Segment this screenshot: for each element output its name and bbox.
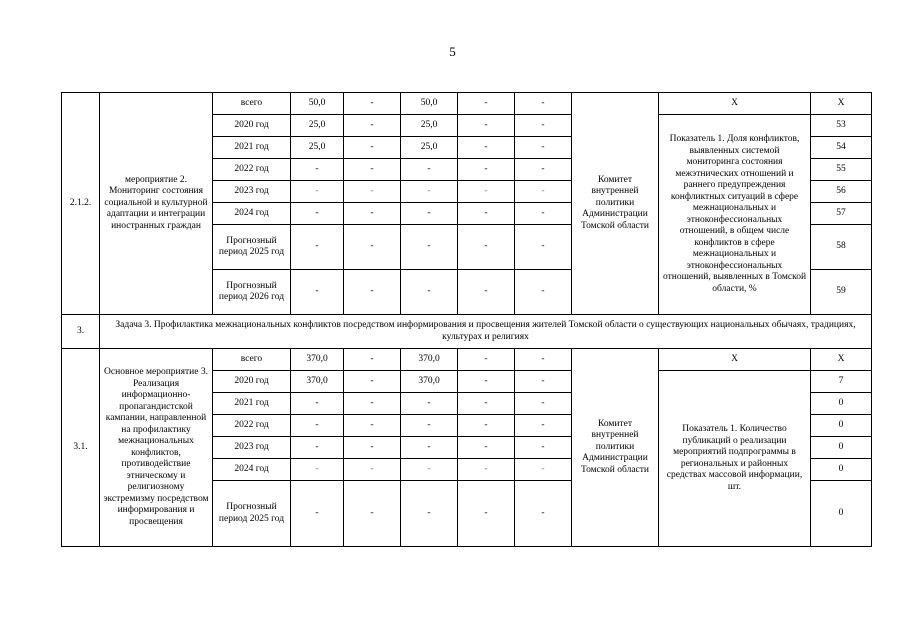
period-cell: 2023 год (213, 181, 291, 203)
period-cell: 2021 год (213, 393, 291, 415)
federal-cell: - (344, 481, 401, 547)
regional-cell: - (401, 270, 458, 315)
responsible-org: Комитет внутренней политики Администрации Томской области (572, 349, 659, 547)
row-number: 3.1. (62, 349, 100, 547)
federal-cell: - (344, 349, 401, 371)
period-cell: Прогнозный период 2025 год (213, 481, 291, 547)
other-cell: - (515, 393, 572, 415)
indicator-header-cell: X (659, 93, 811, 115)
period-cell: всего (213, 349, 291, 371)
federal-cell: - (344, 203, 401, 225)
period-cell: всего (213, 93, 291, 115)
other-cell: - (515, 371, 572, 393)
indicator-value-cell: 0 (811, 437, 872, 459)
indicator-value-cell: 59 (811, 270, 872, 315)
regional-cell: - (401, 437, 458, 459)
total-cell: 50,0 (291, 93, 344, 115)
federal-cell: - (344, 437, 401, 459)
period-cell: 2022 год (213, 415, 291, 437)
local-cell: - (458, 115, 515, 137)
local-cell: - (458, 371, 515, 393)
total-cell: - (291, 159, 344, 181)
local-cell: - (458, 137, 515, 159)
federal-cell: - (344, 93, 401, 115)
local-cell: - (458, 203, 515, 225)
other-cell: - (515, 415, 572, 437)
period-cell: 2024 год (213, 459, 291, 481)
row-number: 2.1.2. (62, 93, 100, 315)
total-cell: - (291, 181, 344, 203)
total-cell: - (291, 225, 344, 270)
table-row (62, 349, 872, 371)
federal-cell: - (344, 225, 401, 270)
other-cell: - (515, 181, 572, 203)
regional-cell: - (401, 459, 458, 481)
indicator-value-cell: 53 (811, 115, 872, 137)
page-number: 5 (449, 44, 456, 59)
federal-cell: - (344, 270, 401, 315)
indicator-value-cell: X (811, 349, 872, 371)
federal-cell: - (344, 181, 401, 203)
regional-cell: 25,0 (401, 137, 458, 159)
period-cell: 2024 год (213, 203, 291, 225)
period-cell: 2021 год (213, 137, 291, 159)
federal-cell: - (344, 393, 401, 415)
local-cell: - (458, 181, 515, 203)
other-cell: - (515, 225, 572, 270)
other-cell: - (515, 459, 572, 481)
period-cell: 2020 год (213, 115, 291, 137)
federal-cell: - (344, 137, 401, 159)
regional-cell: - (401, 225, 458, 270)
local-cell: - (458, 93, 515, 115)
total-cell: - (291, 270, 344, 315)
other-cell: - (515, 270, 572, 315)
indicator-value-cell: 56 (811, 181, 872, 203)
regional-cell: 25,0 (401, 115, 458, 137)
total-cell: 25,0 (291, 115, 344, 137)
row-number: 3. (62, 315, 100, 349)
indicator-value-cell: 0 (811, 415, 872, 437)
period-cell: 2022 год (213, 159, 291, 181)
period-cell: 2023 год (213, 437, 291, 459)
total-cell: 25,0 (291, 137, 344, 159)
regional-cell: - (401, 481, 458, 547)
regional-cell: - (401, 393, 458, 415)
program-table (61, 92, 872, 547)
activity-name: мероприятие 2. Мониторинг состояния социальной и культурной адаптации и интеграции иностранных граждан (100, 93, 213, 315)
regional-cell: - (401, 181, 458, 203)
regional-cell: 370,0 (401, 371, 458, 393)
other-cell: - (515, 159, 572, 181)
regional-cell: - (401, 159, 458, 181)
federal-cell: - (344, 415, 401, 437)
federal-cell: - (344, 459, 401, 481)
indicator-description: Показатель 1. Доля конфликтов, выявленных системой мониторинга состояния межэтнических отношений и раннего предупреждения конфликтных ситуаций в сфере межнациональных и этноконфессиональных отношений, в общем числе конфликтов в сфере межнациональных и этноконфессиональных отношений, выявленных в Томской области, % (659, 115, 811, 315)
indicator-value-cell: 0 (811, 393, 872, 415)
activity-name: Основное мероприятие 3. Реализация информационно-пропагандистской кампании, направленной на профилактику межнациональных конфликтов, противодействие этническому и религиозному экстремизму посредством информирования и просвещения (100, 349, 213, 547)
local-cell: - (458, 270, 515, 315)
table-row (62, 93, 872, 115)
other-cell: - (515, 203, 572, 225)
total-cell: - (291, 459, 344, 481)
total-cell: - (291, 203, 344, 225)
local-cell: - (458, 349, 515, 371)
local-cell: - (458, 459, 515, 481)
indicator-value-cell: X (811, 93, 872, 115)
other-cell: - (515, 115, 572, 137)
indicator-value-cell: 54 (811, 137, 872, 159)
indicator-value-cell: 57 (811, 203, 872, 225)
other-cell: - (515, 349, 572, 371)
local-cell: - (458, 159, 515, 181)
indicator-value-cell: 58 (811, 225, 872, 270)
indicator-value-cell: 55 (811, 159, 872, 181)
indicator-header-cell: X (659, 349, 811, 371)
regional-cell: 370,0 (401, 349, 458, 371)
local-cell: - (458, 415, 515, 437)
other-cell: - (515, 437, 572, 459)
period-cell: Прогнозный период 2026 год (213, 270, 291, 315)
indicator-value-cell: 7 (811, 371, 872, 393)
indicator-value-cell: 0 (811, 481, 872, 547)
task-text: Задача 3. Профилактика межнациональных конфликтов посредством информирования и просвещения жителей Томской области о существующих национальных обычаях, традициях, культурах и религиях (100, 315, 872, 349)
regional-cell: - (401, 203, 458, 225)
local-cell: - (458, 225, 515, 270)
total-cell: - (291, 481, 344, 547)
other-cell: - (515, 93, 572, 115)
local-cell: - (458, 437, 515, 459)
total-cell: 370,0 (291, 349, 344, 371)
total-cell: 370,0 (291, 371, 344, 393)
period-cell: Прогнозный период 2025 год (213, 225, 291, 270)
federal-cell: - (344, 159, 401, 181)
task-row (62, 315, 872, 349)
other-cell: - (515, 481, 572, 547)
local-cell: - (458, 481, 515, 547)
responsible-org: Комитет внутренней политики Администрации Томской области (572, 93, 659, 315)
indicator-description: Показатель 1. Количество публикаций о реализации мероприятий подпрограммы в региональных и районных средствах массовой информации, шт. (659, 371, 811, 547)
regional-cell: 50,0 (401, 93, 458, 115)
total-cell: - (291, 393, 344, 415)
total-cell: - (291, 415, 344, 437)
federal-cell: - (344, 371, 401, 393)
total-cell: - (291, 437, 344, 459)
period-cell: 2020 год (213, 371, 291, 393)
local-cell: - (458, 393, 515, 415)
other-cell: - (515, 137, 572, 159)
regional-cell: - (401, 415, 458, 437)
indicator-value-cell: 0 (811, 459, 872, 481)
federal-cell: - (344, 115, 401, 137)
